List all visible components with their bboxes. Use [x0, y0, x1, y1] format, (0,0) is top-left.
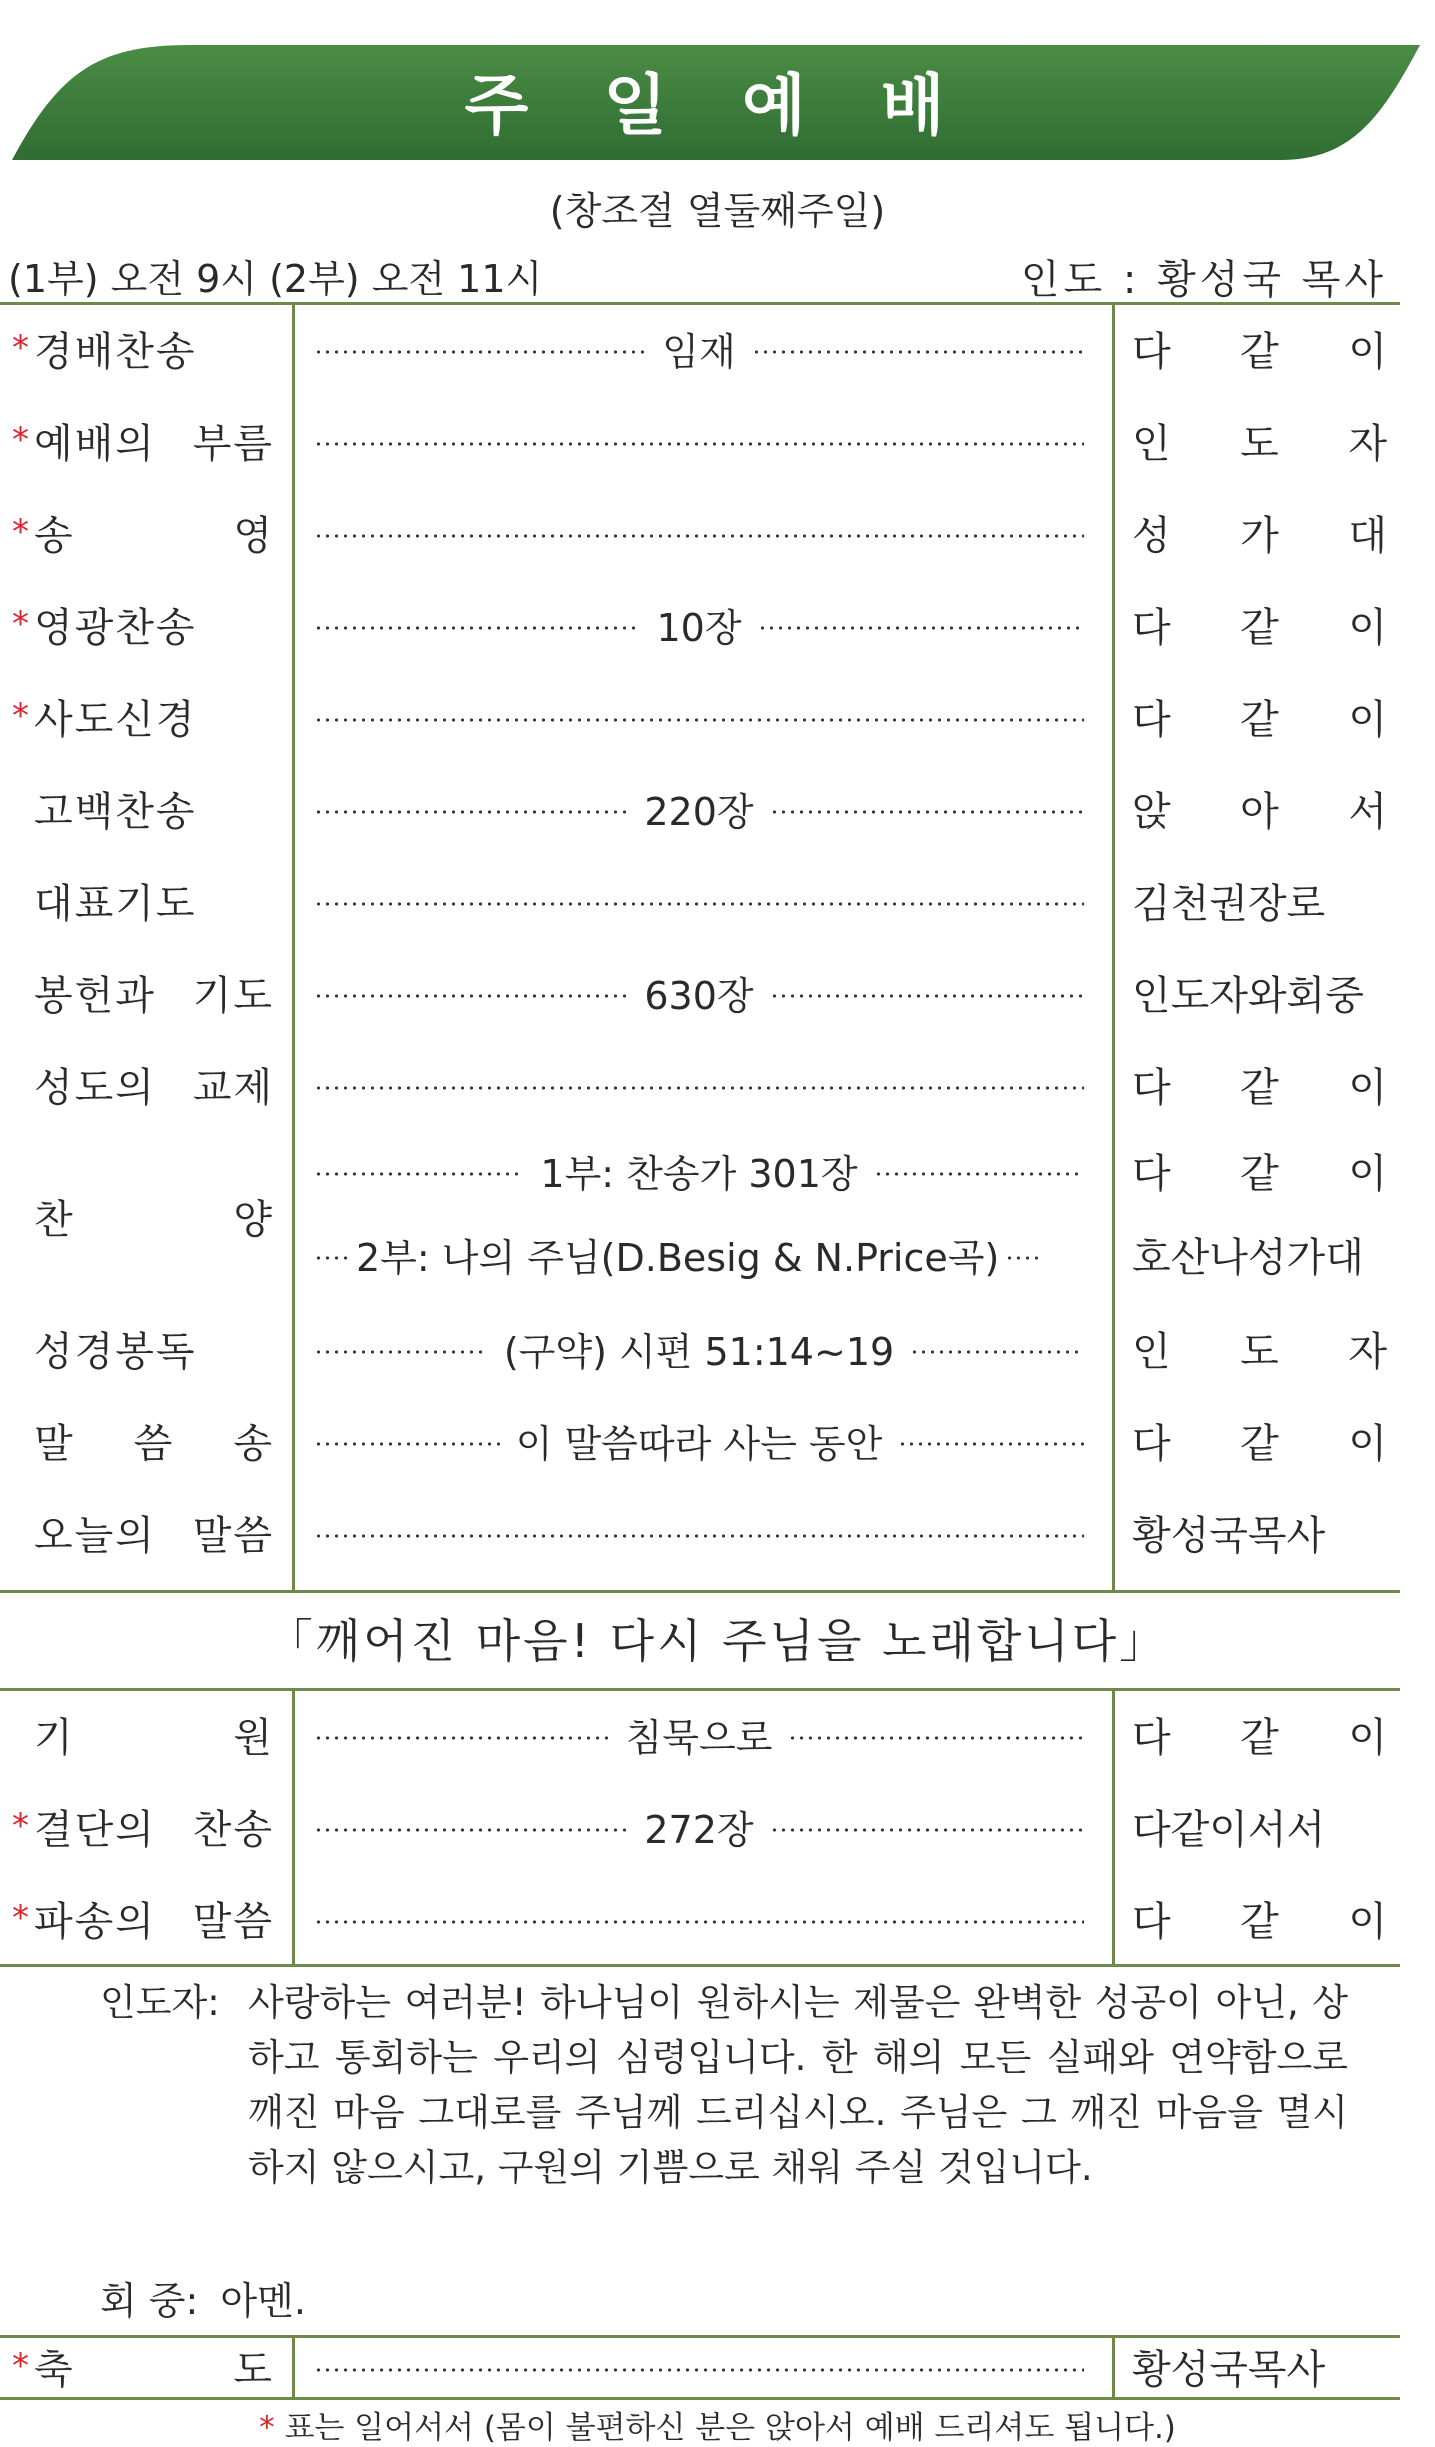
item-name: 기 원 — [34, 1714, 274, 1761]
item-responder: 다 같 이 — [1132, 1064, 1387, 1111]
item-detail: (구약) 시편 51:14~19 — [314, 1302, 1084, 1394]
item-responder: 호산나성가대 — [1132, 1234, 1364, 1281]
order-row — [0, 486, 1400, 578]
dot-leader — [314, 534, 1084, 538]
dot-leader — [314, 1172, 524, 1176]
item-name: 대표기도 — [34, 880, 197, 927]
dot-leader — [770, 994, 1084, 998]
footnote — [0, 2402, 1435, 2447]
item-name: * 파송의 말씀 — [12, 1898, 274, 1945]
standing-marker: * — [12, 1898, 31, 1938]
dot-leader — [1005, 1256, 1041, 1260]
item-responder: 인 도 자 — [1132, 1328, 1387, 1375]
sermon-title: 「깨어진 마음! 다시 주님을 노래합니다」 — [266, 1614, 1169, 1668]
item-name: 봉헌과 기도 — [34, 972, 274, 1019]
item-detail: 이 말씀따라 사는 동안 — [314, 1394, 1084, 1486]
order-row — [0, 578, 1400, 670]
item-responder: 인 도 자 — [1132, 420, 1387, 467]
standing-marker: * — [12, 604, 31, 644]
dot-leader — [788, 1736, 1084, 1740]
order-row — [0, 1688, 1400, 1780]
item-detail: 침묵으로 — [314, 1688, 1084, 1780]
service-subtitle: (창조절 열둘째주일) — [549, 189, 886, 233]
item-responder: 다 같 이 — [1132, 604, 1387, 651]
item-responder: 김천권장로 — [1132, 880, 1326, 927]
dot-leader — [314, 1442, 500, 1446]
dot-leader — [314, 2368, 1084, 2372]
standing-marker: * — [12, 420, 31, 460]
order-row — [0, 1130, 1400, 1302]
table2-bottom-rule — [0, 1964, 1400, 1967]
item-detail: 임재 — [314, 302, 1084, 394]
standing-marker: * — [12, 696, 31, 736]
item-responder: 다 같 이 — [1132, 1150, 1387, 1197]
dot-leader — [770, 810, 1084, 814]
order-row — [0, 1394, 1400, 1486]
dot-leader — [314, 718, 1084, 722]
dot-leader — [314, 902, 1084, 906]
order-row — [0, 394, 1400, 486]
item-name: * 사도신경 — [12, 696, 197, 743]
congregation-response — [100, 2270, 306, 2325]
item-detail: 272장 — [314, 1780, 1084, 1872]
dot-leader — [314, 1086, 1084, 1090]
item-responder: 다 같 이 — [1132, 328, 1387, 375]
item-detail — [314, 486, 1084, 578]
item-name: * 예배의 부름 — [12, 420, 274, 467]
order-row — [0, 1780, 1400, 1872]
dot-leader — [314, 1736, 610, 1740]
item-detail: 2부: 나의 주님(D.Besig & N.Price곡) — [314, 1208, 1084, 1300]
table-rule-before-sermon — [0, 1590, 1400, 1593]
item-name: * 경배찬송 — [12, 328, 197, 375]
dot-leader — [770, 1828, 1084, 1832]
item-responder: 다 같 이 — [1132, 1898, 1387, 1945]
order-row — [0, 1038, 1400, 1130]
standing-marker: * — [12, 2346, 31, 2386]
dot-leader — [314, 626, 640, 630]
item-responder: 성 가 대 — [1132, 512, 1387, 559]
prayer-text: 사랑하는 여러분! 하나님이 원하시는 제물은 완벽한 성공이 아닌, 상하고 통회하는 우리의 심령입니다. 한 해의 모든 실패와 연약함으로 깨진 마음 그대로를 주님께 드리십시오. 주님은 그 깨진 마음을 멸시하지 않으시고, 구원의 기쁨으로 채워 주실 것입니다. — [248, 1981, 1348, 2189]
dot-leader — [314, 350, 646, 354]
item-name: * 축 도 — [12, 2346, 274, 2393]
standing-marker: * — [12, 1806, 31, 1846]
service-times: (1부) 오전 9시 (2부) 오전 11시 — [8, 257, 543, 301]
item-detail — [314, 1872, 1084, 1964]
dot-leader — [874, 1172, 1084, 1176]
footnote-text: 표는 일어서서 (몸이 불편하신 분은 앉아서 예배 드리셔도 됩니다.) — [284, 2410, 1176, 2446]
response-text: 아멘. — [220, 2279, 306, 2323]
item-responder: 다같이서서 — [1132, 1806, 1326, 1853]
order-row — [0, 854, 1400, 946]
item-detail — [314, 854, 1084, 946]
item-name: 오늘의 말씀 — [34, 1512, 274, 1559]
item-detail: 220장 — [314, 762, 1084, 854]
item-responder: 다 같 이 — [1132, 696, 1387, 743]
item-responder: 다 같 이 — [1132, 1420, 1387, 1467]
service-title: 주 일 예 배 — [464, 67, 971, 144]
standing-marker: * — [259, 2410, 275, 2446]
benediction-bottom-rule — [0, 2397, 1400, 2400]
item-detail — [314, 394, 1084, 486]
service-leader: 인도 : 황성국 목사 — [1020, 257, 1387, 303]
order-row — [0, 302, 1400, 394]
dot-leader — [314, 1920, 1084, 1924]
item-name: 성경봉독 — [34, 1328, 197, 1375]
item-responder: 황성국목사 — [1132, 2346, 1326, 2393]
item-name: * 영광찬송 — [12, 604, 197, 651]
dot-leader — [314, 994, 628, 998]
standing-marker: * — [12, 512, 31, 552]
dot-leader — [314, 1256, 350, 1260]
item-detail: 630장 — [314, 946, 1084, 1038]
dot-leader — [314, 1534, 1084, 1538]
item-detail: 10장 — [314, 578, 1084, 670]
dot-leader — [314, 810, 628, 814]
dot-leader — [752, 350, 1084, 354]
order-row — [0, 670, 1400, 762]
dot-leader — [898, 1442, 1084, 1446]
dot-leader — [314, 1350, 488, 1354]
item-name: * 송 영 — [12, 512, 274, 559]
item-detail: 1부: 찬송가 301장 — [314, 1124, 1084, 1216]
item-responder: 앉 아 서 — [1132, 788, 1387, 835]
prayer-label: 인도자: — [100, 1981, 220, 2024]
order-row — [0, 762, 1400, 854]
item-name: 고백찬송 — [34, 788, 197, 835]
item-detail — [314, 670, 1084, 762]
response-label: 회 중: — [100, 2279, 199, 2323]
dot-leader — [314, 442, 1084, 446]
item-name: * 결단의 찬송 — [12, 1806, 274, 1853]
item-detail — [314, 1486, 1084, 1578]
order-row — [0, 1486, 1400, 1578]
item-name: 성도의 교제 — [34, 1064, 274, 1111]
standing-marker: * — [12, 328, 31, 368]
item-name: 찬 양 — [34, 1196, 274, 1243]
item-responder: 황성국목사 — [1132, 1512, 1326, 1559]
item-detail — [314, 1038, 1084, 1130]
item-name: 말 씀 송 — [34, 1420, 274, 1467]
item-responder: 인도자와회중 — [1132, 972, 1364, 1019]
dot-leader — [910, 1350, 1084, 1354]
dot-leader — [758, 626, 1084, 630]
item-responder: 다 같 이 — [1132, 1714, 1387, 1761]
order-row — [0, 1302, 1400, 1394]
order-row — [0, 946, 1400, 1038]
dot-leader — [314, 1828, 628, 1832]
order-row — [0, 1872, 1400, 1964]
